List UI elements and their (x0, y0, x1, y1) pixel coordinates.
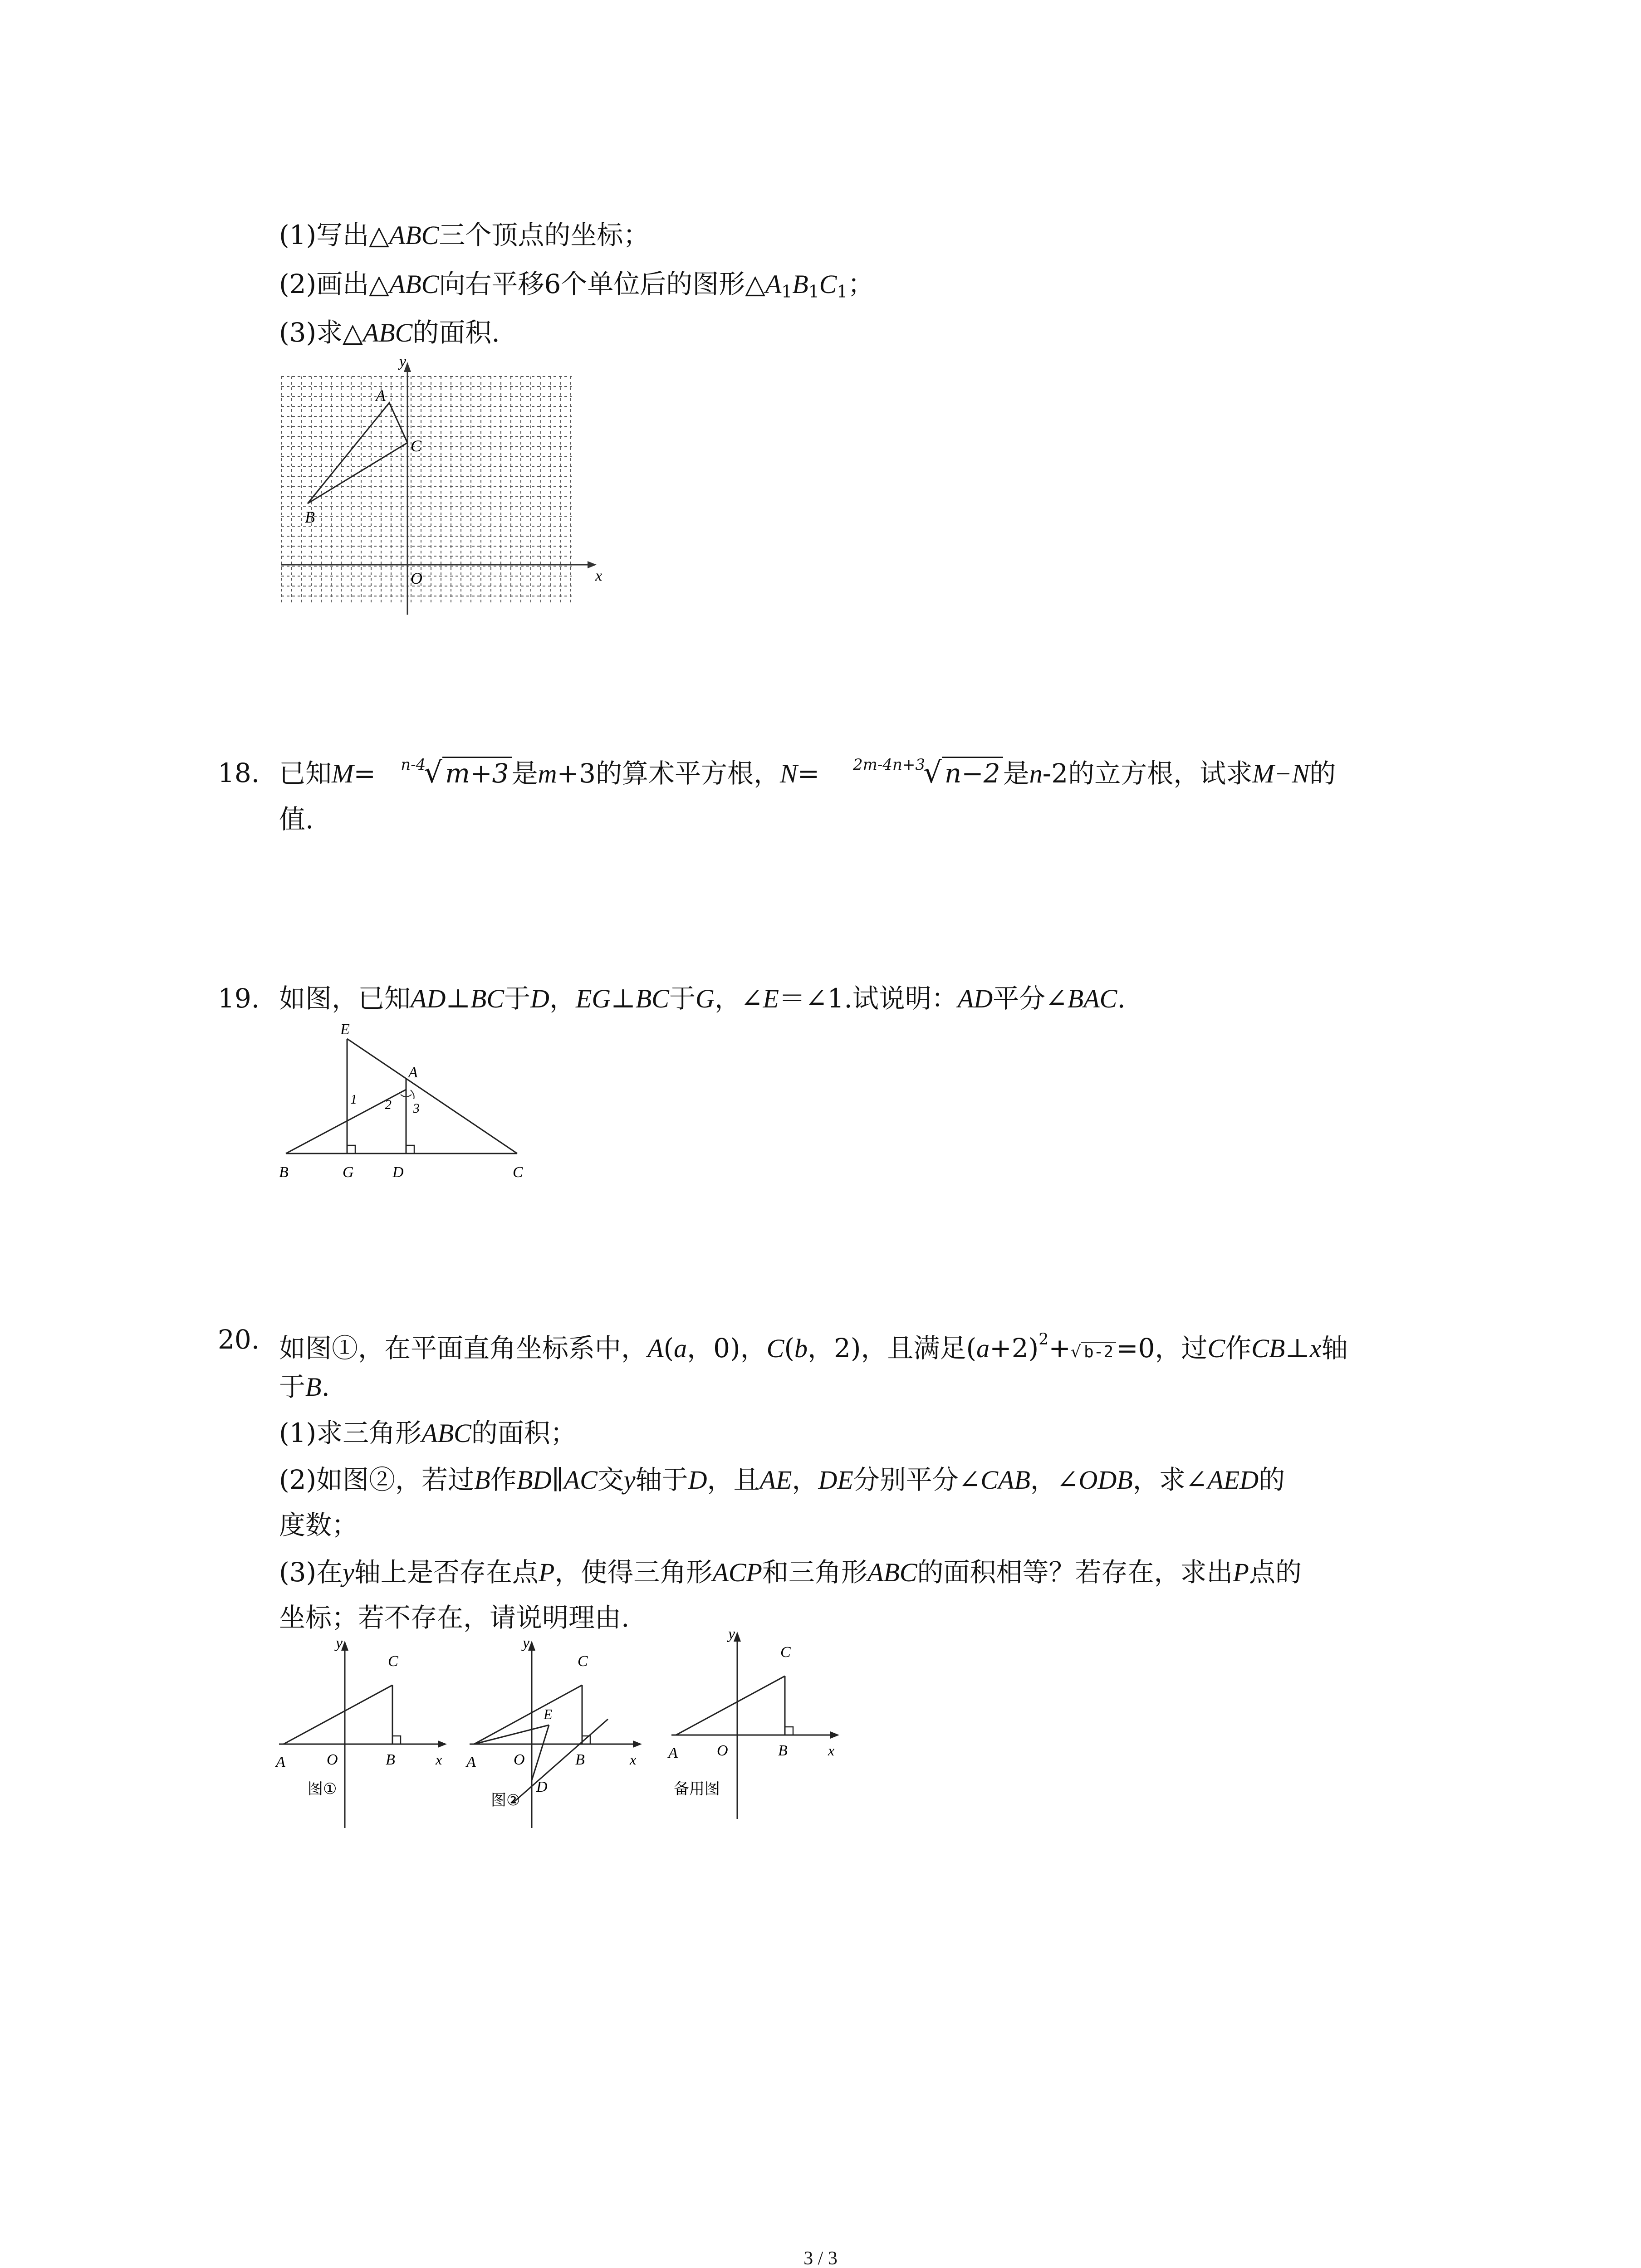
fig1-b: B (386, 1751, 395, 1768)
q20-radical: √ b-2 (1071, 1342, 1116, 1361)
fig2-y: y (523, 1635, 530, 1652)
q17-x-label: x (595, 567, 603, 584)
fig1-y: y (336, 1635, 343, 1652)
fig2-c: C (578, 1653, 588, 1670)
q18-radical-2: $^{2m-4n+3}$√ n−2 (853, 758, 1003, 789)
q19-label-g: G (343, 1164, 354, 1181)
q18-radical-1: $^{n-4}$√ m+3 (401, 758, 511, 789)
fig1-caption: 图① (308, 1780, 337, 1798)
q19-line1: 如图，已知AD⊥BC于D，EG⊥BC于G，∠E＝∠1.试说明：AD平分∠BAC. (279, 983, 1126, 1014)
q17-grid-figure (272, 354, 608, 617)
q20-line3: (1)求三角形ABC的面积； (279, 1418, 577, 1448)
q20-line5: 度数； (279, 1510, 358, 1540)
fig3-c: C (780, 1644, 791, 1661)
fig2-x: x (630, 1751, 637, 1768)
q19-figure (272, 1018, 544, 1186)
fig2-o: O (514, 1751, 525, 1768)
fig1-o: O (327, 1751, 338, 1768)
q20-line6: (3)在y轴上是否存在点P，使得三角形ACP和三角形ABC的面积相等？若存在，求出P点的 (279, 1557, 1302, 1588)
fig3-caption: 备用图 (674, 1780, 720, 1798)
q20-figure-1 (272, 1635, 463, 1830)
fig1-a: A (276, 1754, 285, 1770)
q19-label-a: A (408, 1064, 418, 1081)
q19-angle-1: 1 (350, 1092, 357, 1107)
fig2-b: B (575, 1751, 585, 1768)
q17-y-label: y (399, 354, 407, 370)
fig3-b: B (778, 1742, 788, 1759)
fig1-c: C (388, 1653, 398, 1670)
q17-point-c: C (411, 437, 422, 455)
q20-line4: (2)如图②，若过B作BD∥AC交y轴于D，且AE，DE分别平分∠CAB，∠ODB，求∠AED的 (279, 1464, 1285, 1495)
q17-origin-label: O (411, 569, 422, 587)
q17-part2: (2)画出△ABC向右平移6个单位后的图形$\triangle A_1B_1C_1$； (279, 269, 874, 302)
q18-line1: 已知M= $^{n-4}$√ m+3 是m+3的算术平方根，N= $^{2m-4n+3}$√ n−2 是n-2的立方根，试求M−N的 (279, 756, 1336, 790)
q19-angle-2: 2 (385, 1097, 392, 1112)
fig2-caption: 图② (491, 1791, 520, 1809)
q17-point-b: B (305, 508, 315, 526)
q20-number: 20. (218, 1324, 260, 1355)
fig2-a: A (466, 1754, 476, 1770)
fig3-o: O (717, 1742, 728, 1759)
q17-part3: (3)求△ABC的面积. (279, 317, 500, 348)
q20-line1: 如图①，在平面直角坐标系中，A(a，0)，C(b，2)，且满足$(a+2)^2+√$ b-2 =0，过C作CB⊥x轴 (279, 1330, 1348, 1364)
q19-label-d: D (392, 1164, 404, 1181)
q19-label-b: B (279, 1164, 289, 1181)
q20-figure-3 (665, 1626, 855, 1821)
q17-part1: (1)写出△ABC三个顶点的坐标； (279, 220, 650, 250)
fig3-a: A (668, 1745, 678, 1761)
q17-point-a: A (376, 386, 386, 405)
q18-line2: 值. (279, 804, 314, 835)
q20-line2: 于B. (279, 1371, 330, 1402)
fig3-x: x (828, 1742, 835, 1759)
q19-angle-3: 3 (413, 1101, 420, 1116)
fig2-d: D (536, 1779, 548, 1795)
q18-number: 18. (218, 758, 260, 788)
fig3-y: y (728, 1626, 735, 1642)
q20-line7: 坐标；若不存在，请说明理由. (279, 1602, 630, 1633)
q19-label-c: C (513, 1164, 523, 1181)
fig1-x: x (436, 1751, 442, 1768)
fig2-e: E (544, 1706, 553, 1722)
q20-figure-2 (463, 1635, 653, 1830)
q19-number: 19. (218, 983, 260, 1014)
page-number: 3 / 3 (803, 2248, 838, 2268)
q19-label-e: E (340, 1021, 350, 1038)
